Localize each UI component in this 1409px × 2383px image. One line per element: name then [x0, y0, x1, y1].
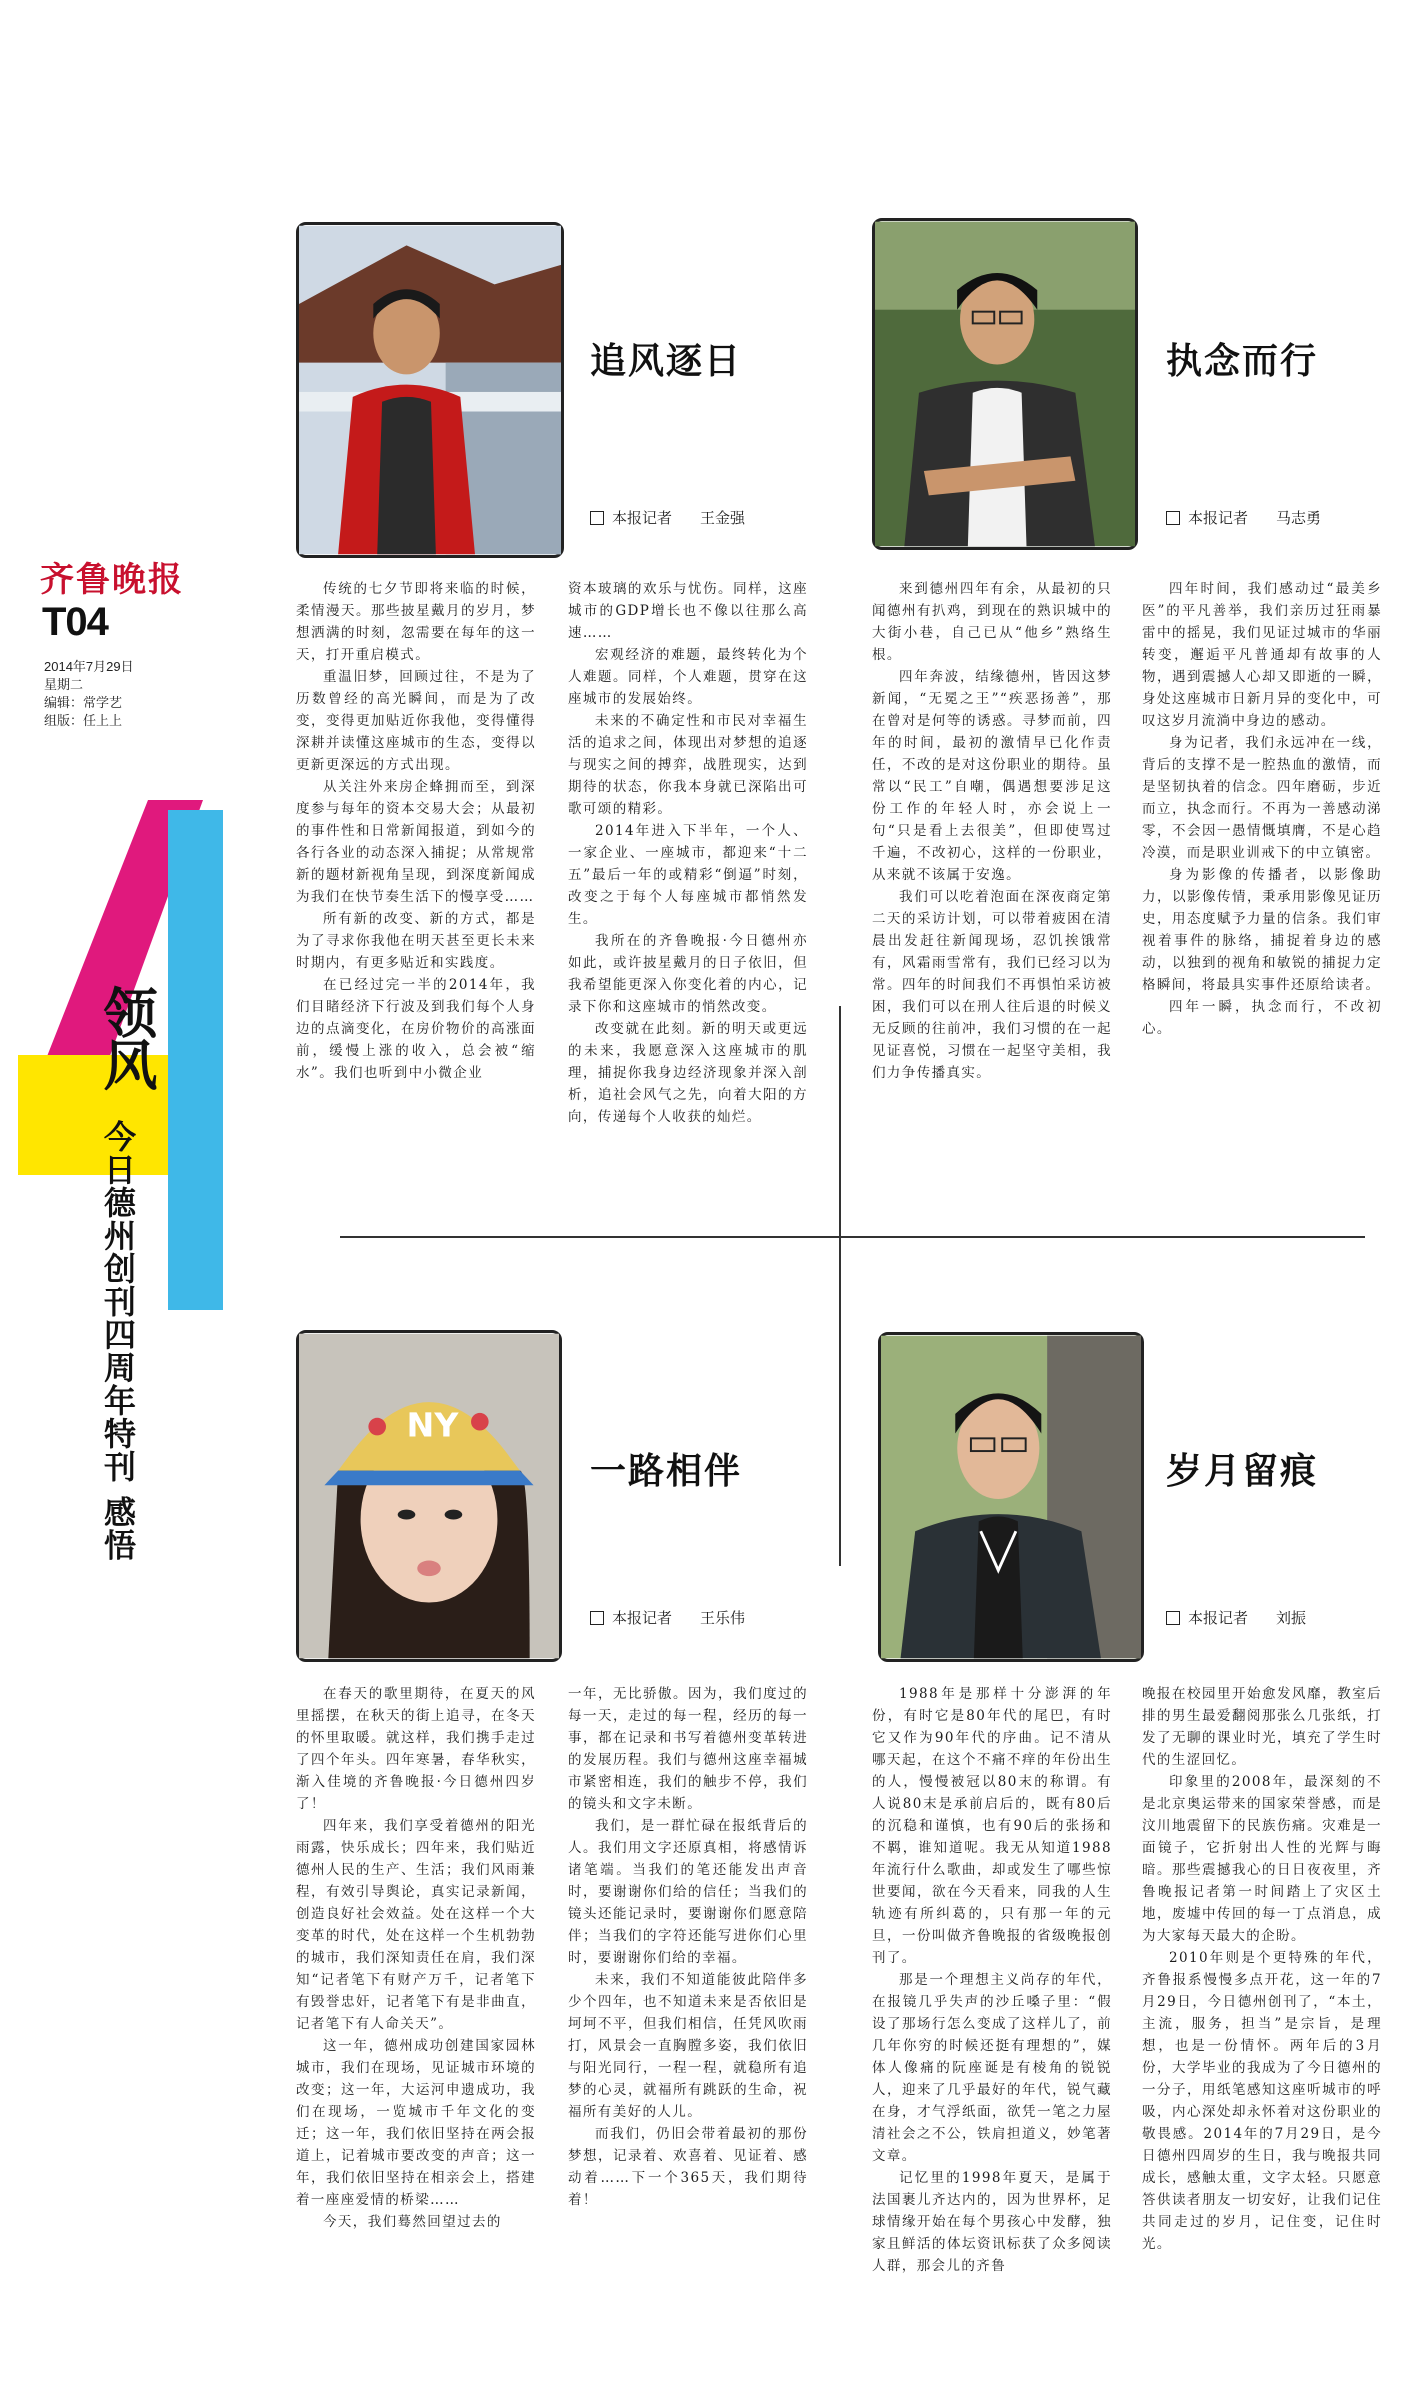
byline-name: 王金强 — [700, 510, 746, 527]
svg-text:NY: NY — [406, 1405, 459, 1445]
section-divider-horizontal — [340, 1236, 1365, 1238]
special-issue-label: 今日德州创刊四周年特刊 — [99, 1120, 137, 1483]
byline-label: 本报记者 — [1188, 1610, 1249, 1627]
issue-weekday: 星期二 — [44, 677, 84, 692]
byline-box-icon — [1166, 1611, 1180, 1625]
editor-credit: 编辑：常学艺 — [44, 695, 123, 710]
reporter-photo-ma-zhiyong — [872, 218, 1138, 550]
article-headline: 执念而行 — [1166, 341, 1319, 382]
article-headline: 追风逐日 — [590, 341, 743, 382]
paragraph: 资本玻璃的欢乐与忧伤。同样，这座城市的GDP增长也不像以往那么高速…… — [568, 581, 808, 641]
paragraph: 身为影像的传播者，以影像助力，以影像传情，秉承用影像见证历史，用态度赋予力量的信条。我们审视着事件的脉络，捕捉着身边的感动，以独到的视角和敏锐的捕捉力定格瞬间，将最具实事件还原给读者。 — [1142, 867, 1382, 993]
paragraph: 从关注外来房企蜂拥而至，到深度参与每年的资本交易大会；从最初的事件性和日常新闻报道，到如今的各行各业的动态深入捕捉；从常规常新的题材新视角呈现，到深度新闻成为我们在快节奏生活下的慢享受…… — [296, 779, 536, 905]
paragraph: 那是一个理想主义尚存的年代，在报镜几乎失声的沙丘嗓子里：“假设了那场行怎么变成了这样儿了，前几年你穷的时候还挺有理想的”，媒体人像痛的阮座诞是有棱角的锐锐人，迎来了几乎最好的年代，锐气藏在身，才气浮纸面，欲凭一笔之力屋清社会之不公，铁肩担道义，妙笔著文章。 — [872, 1972, 1112, 2164]
article-column — [1142, 578, 1382, 1108]
paragraph: 而我们，仍旧会带着最初的那份梦想，记录着、欢喜着、见证着、感动着……下一个365天，我们期待着！ — [568, 2126, 808, 2208]
paragraph: 身为记者，我们永远冲在一线，背后的支撑不是一腔热血的激情，而是坚韧执着的信念。四年磨砺，步近而立，执念而行。不再为一善感动涕零，不会因一愚情慨填膺，不是心趋冷漠，而是职业训戒下的中立镇密。 — [1142, 735, 1382, 861]
paragraph: 未来，我们不知道能彼此陪伴多少个四年，也不知道未来是否依旧是坷坷不平，但我们相信，任凭风吹雨打，风景会一直胸膛多姿，我们依旧与阳光同行，一程一程，就稳所有追梦的心灵，就福所有跳跃的生命，祝福所有美好的人儿。 — [568, 1972, 808, 2120]
reporter-portrait-icon — [875, 221, 1135, 547]
paragraph: 我所在的齐鲁晚报·今日德州亦如此，或许披星戴月的日子依旧，但我希望能更深入你变化着的内心，记录下你和这座城市的悄然改变。 — [568, 933, 808, 1015]
paragraph: 四年时间，我们感动过“最美乡医”的平凡善举，我们亲历过狂雨暴雷中的摇晃，我们见证过城市的华丽转变，邂逅平凡普通却有故事的人物，遇到震撼人心却又即逝的一瞬，身处这座城市日新月异的变化中，可叹这岁月流淌中身边的感动。 — [1142, 581, 1382, 729]
paragraph: 来到德州四年有余，从最初的只闻德州有扒鸡，到现在的熟识城中的大街小巷，自己已从“他乡”熟络生根。 — [872, 581, 1112, 663]
article-headline: 岁月留痕 — [1166, 1451, 1319, 1492]
reporter-photo-wang-jinqiang — [296, 222, 564, 558]
byline — [1166, 1607, 1306, 1628]
paragraph: 改变就在此刻。新的明天或更远的未来，我愿意深入这座城市的肌理，捕捉你我身边经济现象并深入剖析，追社会风气之先，向着大阳的方向，传递每个人收获的灿烂。 — [568, 1021, 808, 1125]
reporter-photo-wang-lewei — [296, 1330, 562, 1662]
cyan-bar — [168, 810, 223, 1310]
special-issue-title — [95, 1120, 141, 1561]
paragraph: 所有新的改变、新的方式，都是为了寻求你我他在明天甚至更长未来时期内，有更多贴近和实践度。 — [296, 911, 536, 971]
masthead-logo: 齐鲁晚报 — [40, 560, 184, 600]
article-column — [296, 1683, 536, 2243]
paragraph: 一年，无比骄傲。因为，我们度过的每一天，走过的每一程，经历的每一事，都在记录和书写着德州变革转进的发展历程。我们与德州这座幸福城市紧密相连，我们的触步不停，我们的镜头和文字未断。 — [568, 1686, 808, 1812]
paragraph: 重温旧梦，回顾过往，不是为了历数曾经的高光瞬间，而是为了改变，变得更加贴近你我他，变得懂得深耕并读懂这座城市的生态，变得以更新更深远的方式出现。 — [296, 669, 536, 773]
article-column — [568, 1683, 808, 2243]
paragraph: 1988年是那样十分澎湃的年份，有时它是80年代的尾巴，有时它又作为90年代的序曲。记不清从哪天起，在这个不痛不痒的年份出生的人，慢慢被冠以80末的称谓。有人说80末是承前启后的，既有80后的沉稳和谨慎，也有90后的张扬和不羁，谁知道呢。我无从知道1988年流行什么歌曲，却或发生了哪些惊世要闻，欲在今天看来，同我的人生轨迹有所纠葛的，只有那一年的元旦，一份叫做齐鲁晚报的省级晚报创刊了。 — [872, 1686, 1112, 1966]
paragraph: 传统的七夕节即将来临的时候，柔情漫天。那些披星戴月的岁月，梦想洒满的时刻，忽需要在每年的这一天，打开重启模式。 — [296, 581, 536, 663]
reporter-portrait-icon — [881, 1335, 1141, 1659]
reporter-portrait-icon — [299, 225, 561, 555]
page-number: T04 — [42, 600, 108, 644]
article-column — [1142, 1683, 1382, 2252]
section-title: 领风 — [95, 985, 158, 1089]
paragraph: 印象里的2008年，最深刻的不是北京奥运带来的国家荣誉感，而是汶川地震留下的民族伤痛。灾难是一面镜子，它折射出人性的光辉与晦暗。那些震撼我心的日日夜夜里，齐鲁晚报记者第一时间踏上了灾区土地，废墟中传回的每一丁点消息，成为大家每天最大的企盼。 — [1142, 1774, 1382, 1944]
article-column — [872, 578, 1112, 1108]
paragraph: 晚报在校园里开始愈发风靡，教室后排的男生最爱翻阅那张么几张纸，打发了无聊的课业时光，填充了学生时代的生涩回忆。 — [1142, 1686, 1382, 1768]
article-column — [872, 1683, 1112, 2274]
byline-box-icon — [1166, 511, 1180, 525]
byline-name: 马志勇 — [1276, 510, 1322, 527]
byline-label: 本报记者 — [1188, 510, 1249, 527]
paragraph: 四年一瞬，执念而行，不改初心。 — [1142, 999, 1382, 1037]
paragraph: 我们可以吃着泡面在深夜商定第二天的采访计划，可以带着疲困在清晨出发赶往新闻现场，忍饥挨饿常有，风霜雨雪常有，我们已经习以为常。四年的时间我们不再惧怕采访被困，我们可以在刑人往后退的时候义无反顾的往前冲，我们习惯的在一起见证喜悦，习惯在一起坚守美相，我们力争传播真实。 — [872, 889, 1112, 1081]
byline — [590, 1607, 745, 1628]
paragraph: 我们，是一群忙碌在报纸背后的人。我们用文字还原真相，将感情诉诸笔端。当我们的笔还能发出声音时，要谢谢你们给的信任；当我们的镜头还能记录时，要谢谢你们愿意陪伴；当我们的字符还能写进你们心里时，要谢谢你们给的幸福。 — [568, 1818, 808, 1966]
reporter-portrait-icon — [299, 1333, 559, 1659]
byline-label: 本报记者 — [612, 1610, 673, 1627]
paragraph: 今天，我们蓦然回望过去的 — [323, 2214, 502, 2230]
paragraph: 在已经过完一半的2014年，我们目睹经济下行波及到我们每个人身边的点滴变化，在房价物价的高涨面前，缓慢上涨的收入，总会被“缩水”。我们也听到中小微企业 — [296, 977, 536, 1081]
article-headline: 一路相伴 — [590, 1451, 743, 1492]
paragraph: 四年来，我们享受着德州的阳光雨露，快乐成长；四年来，我们贴近德州人民的生产、生活；我们风雨兼程，有效引导舆论，真实记录新闻，创造良好社会效益。处在这样一个大变革的时代，处在这样一个生机勃勃的城市，我们深知责任在肩，我们深知“记者笔下有财产万千，记者笔下有毁誉忠奸，记者笔下有是非曲直，记者笔下有人命关天”。 — [296, 1818, 536, 2032]
issue-date: 2014年7月29日 — [44, 659, 134, 674]
byline-box-icon — [590, 511, 604, 525]
paragraph: 在春天的歌里期待，在夏天的风里摇摆，在秋天的街上追寻，在冬天的怀里取暖。就这样，我们携手走过了四个年头。四年寒暑，春华秋实，渐入佳境的齐鲁晚报·今日德州四岁了！ — [296, 1686, 536, 1812]
paragraph: 2014年进入下半年，一个人、一家企业、一座城市，都迎来“十二五”最后一年的或精彩“倒逼”时刻，改变之于每个人每座城市都悄然发生。 — [568, 823, 808, 927]
byline — [590, 507, 745, 528]
byline-name: 王乐伟 — [700, 1610, 746, 1627]
topic-label: 感悟 — [99, 1495, 137, 1562]
article-column — [568, 578, 808, 1125]
layout-credit: 组版：任上上 — [44, 713, 123, 728]
byline-label: 本报记者 — [612, 510, 673, 527]
paragraph: 这一年，德州成功创建国家园林城市，我们在现场，见证城市环境的改变；这一年，大运河申遗成功，我们在现场，一览城市千年文化的变迁；这一年，我们依旧坚持在两会报道上，记着城市要改变的声音；这一年，我们依旧坚持在相亲会上，搭建着一座座爱情的桥梁…… — [296, 2038, 536, 2208]
paragraph: 记忆里的1998年夏天，是属于法国裹儿齐达内的，因为世界杯，足球情缘开始在每个男孩心中发酵，独家且鲜活的体坛资讯标获了众多阅读人群，那会儿的齐鲁 — [872, 2170, 1112, 2274]
article-column — [296, 578, 536, 1108]
byline-name: 刘振 — [1276, 1610, 1307, 1627]
paragraph: 未来的不确定性和市民对幸福生活的追求之间，体现出对梦想的追逐与现实之间的搏弈，战胜现实，达到期待的状态，你我本身就已深陷出可歌可颂的精彩。 — [568, 713, 808, 817]
byline-box-icon — [590, 1611, 604, 1625]
paragraph: 2010年则是个更特殊的年代，齐鲁报系慢慢多点开花，这一年的7月29日，今日德州创刊了，“本土，主流，服务，担当”是宗旨，是理想，也是一份情怀。两年后的3月份，大学毕业的我成为了今日德州的一分子，用纸笔感知这座听城市的呼吸，内心深处却永怀着对这份职业的敬畏感。2014年的7月29日，是今日德州四周岁的生日，我与晚报共同成长，感触太重，文字太轻。只愿意答供读者朋友一切安好，让我们记住共同走过的岁月，记住变，记住时光。 — [1142, 1950, 1382, 2252]
paragraph: 四年奔波，结缘德州，皆因这梦新闻，“无冕之王”“疾恶扬善”，那在曾对是何等的诱惑。寻梦而前，四年的时间，最初的激情早已化作责任，不改的是对这份职业的期待。虽常以“民工”自嘲，偶遇想要涉足这份工作的年轻人时，亦会说上一句“只是看上去很美”，但即使骂过千遍，不改初心，这样的一份职业，从来就不该属于安逸。 — [872, 669, 1112, 883]
byline — [1166, 507, 1321, 528]
reporter-photo-liu-zhen — [878, 1332, 1144, 1662]
paragraph: 宏观经济的难题，最终转化为个人难题。同样，个人难题，贯穿在这座城市的发展始终。 — [568, 647, 808, 707]
section-divider-vertical — [839, 1006, 841, 1566]
